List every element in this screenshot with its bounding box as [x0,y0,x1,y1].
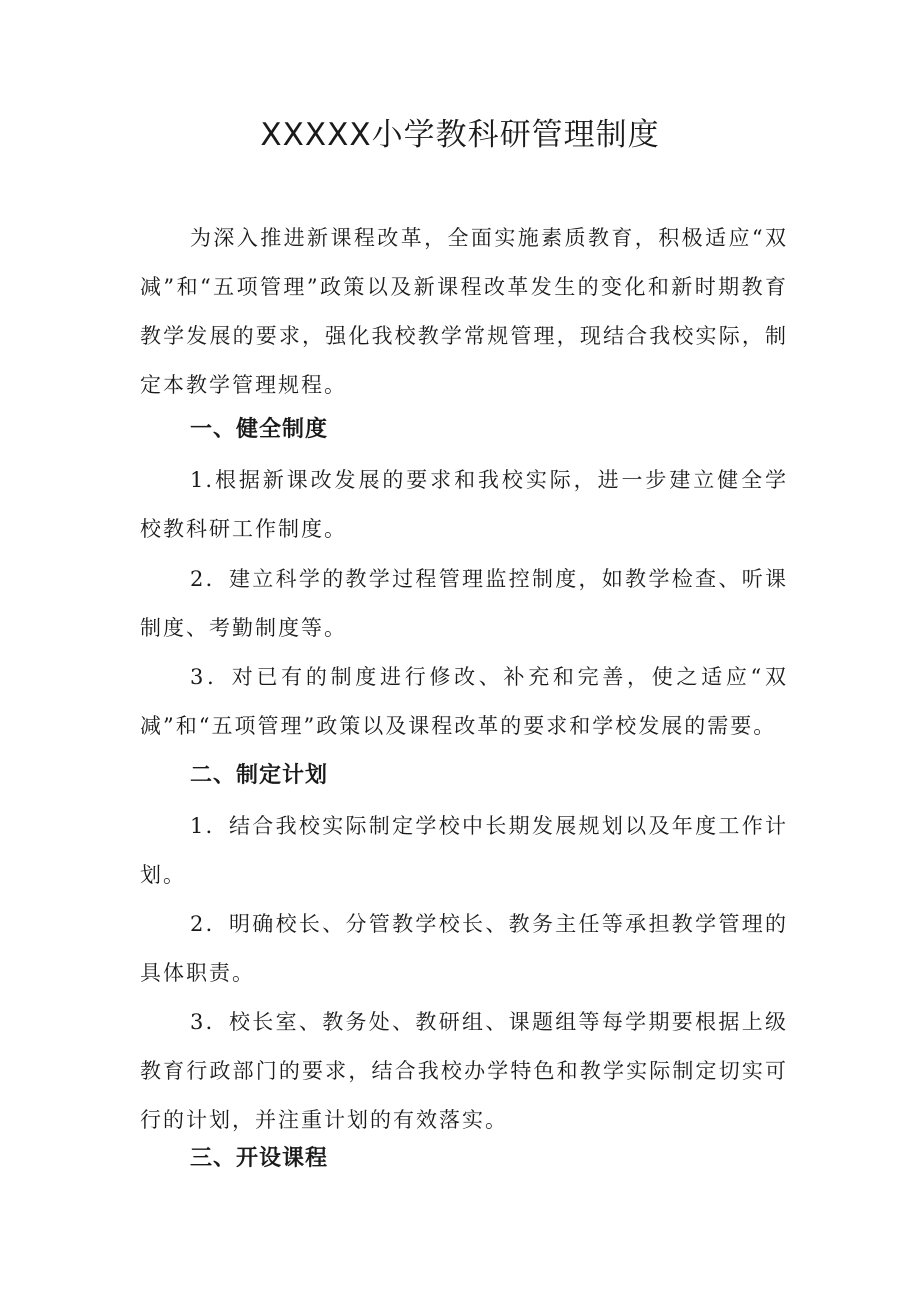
document-title: XXXXX小学教科研管理制度 [260,117,660,153]
section-2-item-3: 3．校长室、教务处、教研组、课题组等每学期要根据上级教育行政部门的要求，结合我校办学特色和教学实际制定切实可行的计划，并注重计划的有效落实。 [140,1010,788,1132]
section-heading-2: 二、制定计划 [190,763,329,788]
section-1-item-2: 2．建立科学的教学过程管理监控制度，如教学检查、听课制度、考勤制度等。 [140,567,788,640]
section-2-item-1: 1．结合我校实际制定学校中长期发展规划以及年度工作计划。 [140,814,788,887]
section-1-item-3: 3．对已有的制度进行修改、补充和完善，使之适应“双减”和“五项管理”政策以及课程改革的要求和学校发展的需要。 [140,665,788,738]
section-heading-3: 三、开设课程 [190,1146,329,1171]
section-2-item-2: 2．明确校长、分管教学校长、教务主任等承担教学管理的具体职责。 [140,912,788,985]
section-heading-1: 一、健全制度 [190,417,329,442]
section-1-item-1: 1.根据新课改发展的要求和我校实际，进一步建立健全学校教科研工作制度。 [140,468,788,541]
intro-paragraph: 为深入推进新课程改革，全面实施素质教育，积极适应“双减”和“五项管理”政策以及新课程改革发生的变化和新时期教育教学发展的要求，强化我校教学常规管理，现结合我校实际，制定本教学管理规程。 [140,226,788,397]
